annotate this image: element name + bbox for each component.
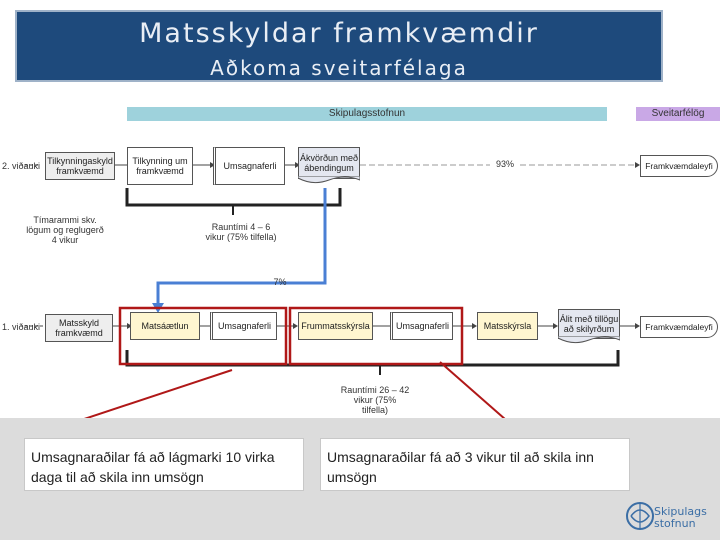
row-top-side-label: 2. viðauki	[2, 161, 41, 171]
callout-right: Umsagnaraðilar fá að 3 vikur til að skila inn umsögn	[320, 438, 630, 491]
flow-box: Tilkynning um framkvæmd	[127, 147, 193, 185]
flow-end-box: Framkvæmdaleyfi	[640, 155, 718, 177]
logo-line2: stofnun	[654, 517, 696, 530]
document-wave	[558, 336, 620, 346]
flow-box: Umsagnaferli	[210, 312, 277, 340]
red-arrow-right	[440, 362, 522, 418]
flow-end-box: Framkvæmdaleyfi	[640, 316, 718, 338]
brace-top	[127, 188, 340, 205]
callout-left: Umsagnaraðilar fá að lágmarki 10 virka daga til að skila inn umsögn	[24, 438, 304, 491]
realtime-top: Rauntími 4 – 6 vikur (75% tilfella)	[205, 222, 277, 242]
flow-box: Álit með tillögu að skilyrðum	[558, 309, 620, 339]
timeframe-law: Tímarammi skv. lögum og reglugerð 4 vikur	[26, 215, 104, 245]
flow-box: Matsskyld framkvæmd	[45, 314, 113, 342]
flow-box: Matsskýrsla	[477, 312, 538, 340]
title-line1: Matsskyldar framkvæmdir	[139, 18, 539, 49]
red-arrow-left	[60, 370, 232, 418]
percent-7: 7%	[273, 277, 287, 287]
agency-header-bar: Skipulagsstofnun	[127, 107, 607, 121]
percent-93: 93%	[490, 159, 520, 169]
flow-box: Matsáætlun	[130, 312, 200, 340]
flow-box: Ákvörðun með ábendingum	[298, 147, 360, 179]
row-bottom-side-label: 1. viðauki	[2, 322, 41, 332]
flow-box: Frummatsskýrsla	[298, 312, 373, 340]
flow-box: Umsagnaferli	[390, 312, 453, 340]
title-banner	[15, 10, 663, 82]
flow-box: Umsagnaferli	[213, 147, 285, 185]
document-wave	[298, 176, 360, 186]
logo-line1: Skipulags	[654, 505, 707, 518]
realtime-bottom: Rauntími 26 – 42 vikur (75% tilfella)	[340, 385, 410, 415]
municipality-header-bar: Sveitarfélög	[636, 107, 720, 121]
logo-text	[654, 506, 707, 530]
connectors	[0, 100, 720, 418]
flow-box: Tilkynningaskyld framkvæmd	[45, 152, 115, 180]
title-line2: Aðkoma sveitarfélaga	[210, 56, 468, 80]
